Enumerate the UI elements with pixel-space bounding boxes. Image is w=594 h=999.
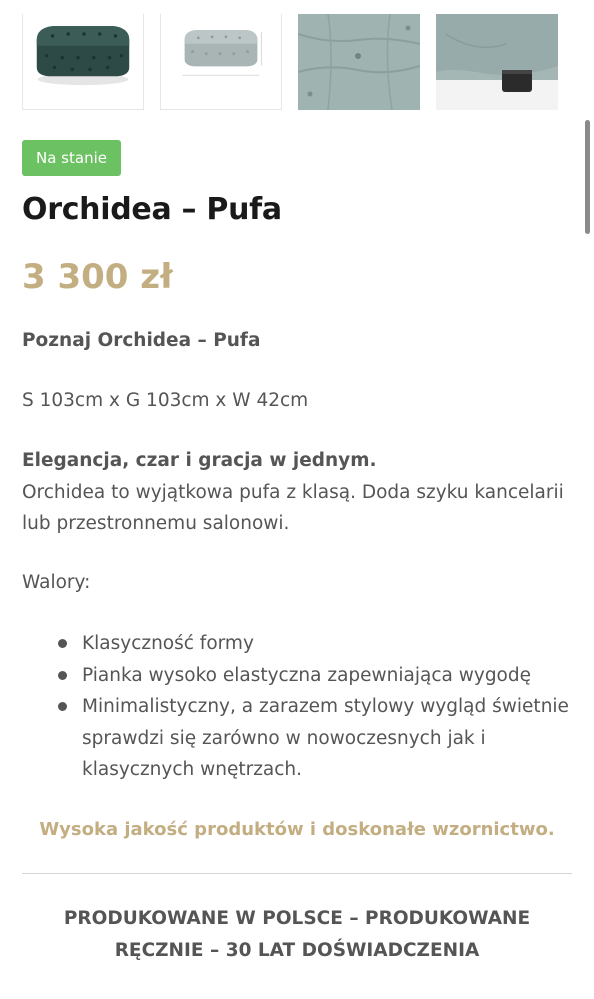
page-scrollbar[interactable] <box>585 120 590 234</box>
thumbnail-1[interactable] <box>22 14 144 110</box>
thumbnail-3[interactable] <box>298 14 420 110</box>
tufted-fabric-closeup-image <box>298 14 420 110</box>
pouf-leg-closeup-image <box>436 14 558 110</box>
list-item <box>22 628 574 660</box>
product-title: Orchidea – Pufa <box>22 192 282 227</box>
product-price: 3 300 zł <box>22 257 173 297</box>
thumbnail-2[interactable] <box>160 14 282 110</box>
bullet-icon <box>58 639 67 648</box>
list-item <box>22 691 574 786</box>
features-heading: Walory: <box>22 572 91 593</box>
features-list <box>22 628 574 786</box>
feature-text: Klasyczność formy <box>82 633 254 654</box>
bullet-icon <box>58 702 67 711</box>
pouf-dark-green-image <box>23 14 143 109</box>
product-tagline: Elegancja, czar i gracja w jednym. <box>22 450 377 471</box>
product-gallery-thumbnails <box>22 14 558 110</box>
made-in-note: PRODUKOWANE W POLSCE – PRODUKOWANE RĘCZNIE – 30 LAT DOŚWIADCZENIA <box>63 908 531 961</box>
section-divider <box>22 873 572 874</box>
product-dimensions: S 103cm x G 103cm x W 42cm <box>22 390 309 411</box>
bullet-icon <box>58 671 67 680</box>
quality-note: Wysoka jakość produktów i doskonałe wzornictwo. <box>39 819 555 840</box>
pouf-grey-dimensions-image <box>161 14 281 109</box>
list-item <box>22 660 574 692</box>
stock-status-badge: Na stanie <box>22 140 121 176</box>
feature-text: Minimalistyczny, a zarazem stylowy wygląd świetnie sprawdzi się zarówno w nowoczesnych jak i klasycznych wnętrzach. <box>82 696 569 780</box>
feature-text: Pianka wysoko elastyczna zapewniająca wygodę <box>82 664 532 686</box>
thumbnail-4[interactable] <box>436 14 558 110</box>
product-description: Orchidea to wyjątkowa pufa z klasą. Doda szyku kancelarii lub przestronnemu salonowi. <box>22 482 564 534</box>
product-intro: Poznaj Orchidea – Pufa <box>22 330 261 351</box>
